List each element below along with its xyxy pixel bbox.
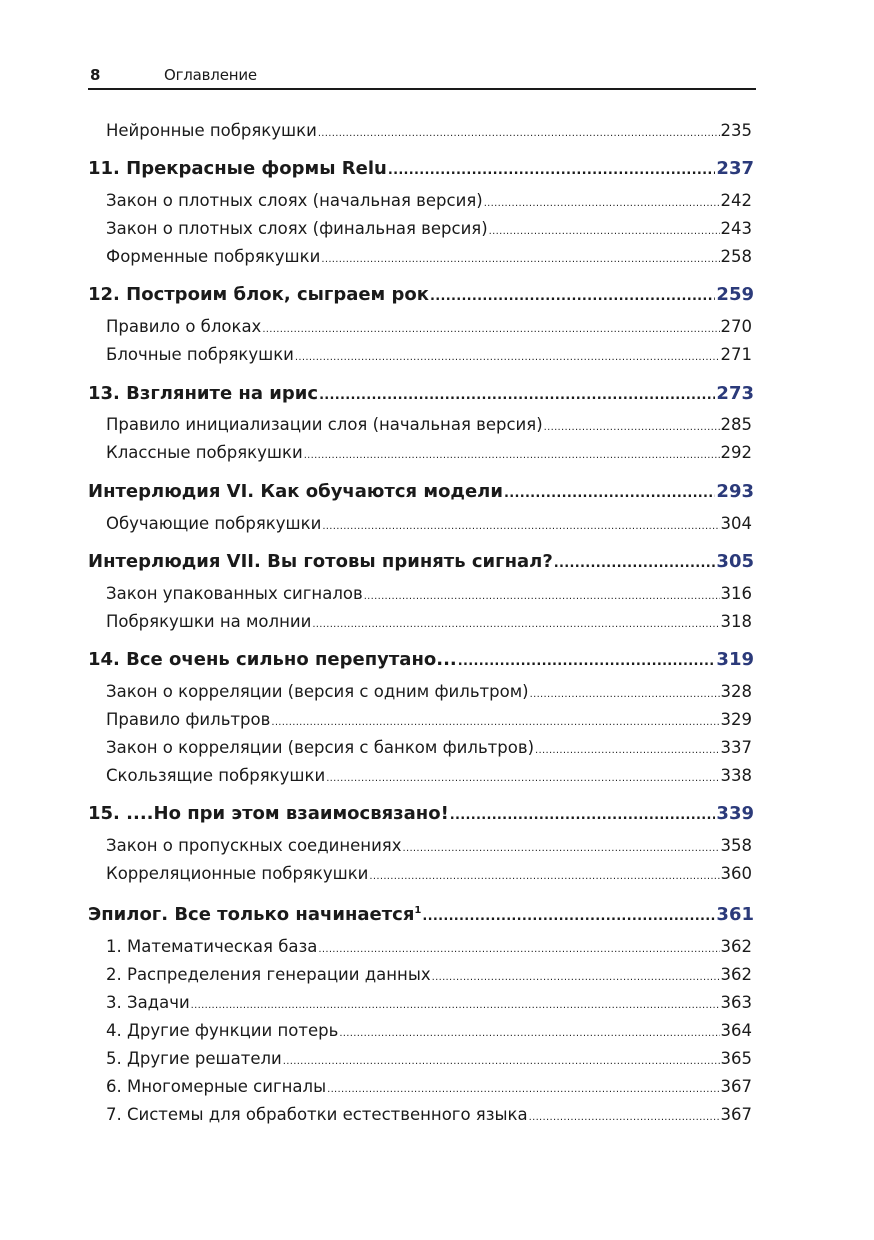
toc-entry-title: Закон о корреляции (версия с одним фильтром) <box>106 682 529 701</box>
toc-entry-page: 258 <box>720 247 752 266</box>
toc-chapter[interactable] <box>88 649 754 675</box>
dot-leader <box>388 158 716 179</box>
toc-chapter-title <box>88 904 421 925</box>
dot-leader <box>283 1049 720 1068</box>
toc-entry-title: 1. Математическая база <box>106 937 318 956</box>
toc-chapter-page: 339 <box>716 803 754 824</box>
dot-leader <box>403 836 720 855</box>
toc-entry[interactable] <box>106 121 752 145</box>
toc-entry-page: 292 <box>720 443 752 462</box>
toc-entry[interactable] <box>106 766 752 790</box>
toc-entry-page: 337 <box>720 738 752 757</box>
dot-leader <box>304 443 720 462</box>
toc-entry-page: 318 <box>720 612 752 631</box>
toc-entry[interactable] <box>106 682 752 706</box>
dot-leader <box>326 766 719 785</box>
toc-entry-page: 329 <box>720 710 752 729</box>
toc-entry[interactable] <box>106 247 752 271</box>
toc-entry-page: 270 <box>720 317 752 336</box>
toc-entry-title: Форменные побрякушки <box>106 247 321 266</box>
page-number: 8 <box>90 66 101 84</box>
toc-entry-title: Закон о корреляции (версия с банком фильтров) <box>106 738 535 757</box>
toc-chapter[interactable] <box>88 904 754 930</box>
toc-entry-title: Закон о пропускных соединениях <box>106 836 402 855</box>
toc-entry-title: 3. Задачи <box>106 993 190 1012</box>
toc-entry[interactable] <box>106 514 752 538</box>
toc-entry-page: 304 <box>720 514 752 533</box>
toc-chapter-page: 273 <box>716 383 754 404</box>
toc-entry[interactable] <box>106 993 752 1017</box>
toc-entry-page: 271 <box>720 345 752 364</box>
toc-entry-title: 4. Другие функции потерь <box>106 1021 339 1040</box>
toc-entry-page: 242 <box>720 191 752 210</box>
toc-chapter[interactable] <box>88 284 754 310</box>
toc-entry-page: 358 <box>720 836 752 855</box>
toc-entry-title: Классные побрякушки <box>106 443 303 462</box>
toc-entry-page: 362 <box>720 965 752 984</box>
toc-chapter[interactable] <box>88 551 754 577</box>
toc-entry[interactable] <box>106 1021 752 1045</box>
dot-leader <box>321 247 719 266</box>
toc-entry-title: Нейронные побрякушки <box>106 121 317 140</box>
toc-chapter-page: 237 <box>716 158 754 179</box>
toc-entry[interactable] <box>106 443 752 467</box>
toc-chapter[interactable] <box>88 383 754 409</box>
toc-entry-page: 364 <box>720 1021 752 1040</box>
toc-entry[interactable] <box>106 836 752 860</box>
toc-entry[interactable] <box>106 415 752 439</box>
toc-chapter-title: 14. Все очень сильно перепутано... <box>88 649 457 670</box>
toc-entry-page: 243 <box>720 219 752 238</box>
toc-entry-title: Обучающие побрякушки <box>106 514 322 533</box>
dot-leader <box>364 584 720 603</box>
toc-entry[interactable] <box>106 584 752 608</box>
toc-chapter-title: Интерлюдия VII. Вы готовы принять сигнал? <box>88 551 553 572</box>
toc-entry-title: Правило инициализации слоя (начальная версия) <box>106 415 543 434</box>
toc-entry-title: Корреляционные побрякушки <box>106 864 369 883</box>
dot-leader <box>450 803 716 824</box>
toc-chapter-page: 293 <box>716 481 754 502</box>
dot-leader <box>318 121 720 140</box>
toc-entry-title: Правило о блоках <box>106 317 262 336</box>
toc-entry[interactable] <box>106 738 752 762</box>
dot-leader <box>484 191 720 210</box>
toc-entry-title: Блочные побрякушки <box>106 345 294 364</box>
dot-leader <box>339 1021 719 1040</box>
dot-leader <box>262 317 719 336</box>
dot-leader <box>191 993 720 1012</box>
dot-leader <box>432 965 720 984</box>
toc-entry[interactable] <box>106 219 752 243</box>
dot-leader <box>318 937 719 956</box>
toc-chapter[interactable] <box>88 803 754 829</box>
dot-leader <box>422 904 715 925</box>
toc-entry-title: Закон о плотных слоях (финальная версия) <box>106 219 488 238</box>
dot-leader <box>504 481 715 502</box>
toc-entry-title: Закон упакованных сигналов <box>106 584 363 603</box>
toc-entry-page: 285 <box>720 415 752 434</box>
dot-leader <box>312 612 719 631</box>
toc-entry-title: 6. Многомерные сигналы <box>106 1077 327 1096</box>
toc-entry[interactable] <box>106 191 752 215</box>
running-title: Оглавление <box>164 66 257 84</box>
dot-leader <box>322 514 719 533</box>
toc-entry-title: Закон о плотных слоях (начальная версия) <box>106 191 483 210</box>
toc-entry[interactable] <box>106 710 752 734</box>
toc-entry-title: 5. Другие решатели <box>106 1049 282 1068</box>
toc-entry[interactable] <box>106 345 752 369</box>
toc-entry[interactable] <box>106 965 752 989</box>
dot-leader <box>544 415 720 434</box>
toc-entry-page: 338 <box>720 766 752 785</box>
toc-chapter-title-text: Эпилог. Все только начинается <box>88 904 415 925</box>
toc-chapter-page: 319 <box>716 649 754 670</box>
toc-chapter-title: Интерлюдия VI. Как обучаются модели <box>88 481 503 502</box>
dot-leader <box>554 551 716 572</box>
dot-leader <box>489 219 720 238</box>
toc-entry[interactable] <box>106 1077 752 1101</box>
dot-leader <box>530 682 720 701</box>
footnote-marker[interactable]: 1 <box>414 905 422 916</box>
dot-leader <box>458 649 716 670</box>
toc-chapter-title: 15. ....Но при этом взаимосвязано! <box>88 803 449 824</box>
toc-chapter-title: 13. Взгляните на ирис <box>88 383 319 404</box>
toc-chapter[interactable] <box>88 481 754 507</box>
toc-entry-title: Правило фильтров <box>106 710 271 729</box>
dot-leader <box>369 864 719 883</box>
dot-leader <box>430 284 715 305</box>
toc-entry[interactable] <box>106 1049 752 1073</box>
toc-entry[interactable] <box>106 317 752 341</box>
toc-entry-title: Скользящие побрякушки <box>106 766 326 785</box>
toc-chapter[interactable] <box>88 158 754 184</box>
toc-chapter-title: 12. Построим блок, сыграем рок <box>88 284 430 305</box>
toc-entry-page: 360 <box>720 864 752 883</box>
toc-entry-page: 328 <box>720 682 752 701</box>
dot-leader <box>535 738 719 757</box>
toc-entry-title: Побрякушки на молнии <box>106 612 312 631</box>
dot-leader <box>529 1105 720 1124</box>
toc-chapter-page: 259 <box>716 284 754 305</box>
toc-entry-page: 363 <box>720 993 752 1012</box>
toc-entry-page: 362 <box>720 937 752 956</box>
toc-entry[interactable] <box>106 937 752 961</box>
toc-entry[interactable] <box>106 1105 752 1129</box>
dot-leader <box>271 710 719 729</box>
toc-entry-title: 2. Распределения генерации данных <box>106 965 431 984</box>
dot-leader <box>319 383 715 404</box>
toc-chapter-page: 305 <box>716 551 754 572</box>
toc-chapter-title: 11. Прекрасные формы Relu <box>88 158 387 179</box>
dot-leader <box>327 1077 719 1096</box>
dot-leader <box>295 345 720 364</box>
toc-entry-page: 367 <box>720 1077 752 1096</box>
toc-entry-page: 367 <box>720 1105 752 1124</box>
toc-entry[interactable] <box>106 864 752 888</box>
toc-entry-page: 235 <box>720 121 752 140</box>
toc-entry-title: 7. Системы для обработки естественного языка <box>106 1105 528 1124</box>
toc-entry[interactable] <box>106 612 752 636</box>
toc-entry-page: 316 <box>720 584 752 603</box>
toc-chapter-page: 361 <box>716 904 754 925</box>
toc-entry-page: 365 <box>720 1049 752 1068</box>
